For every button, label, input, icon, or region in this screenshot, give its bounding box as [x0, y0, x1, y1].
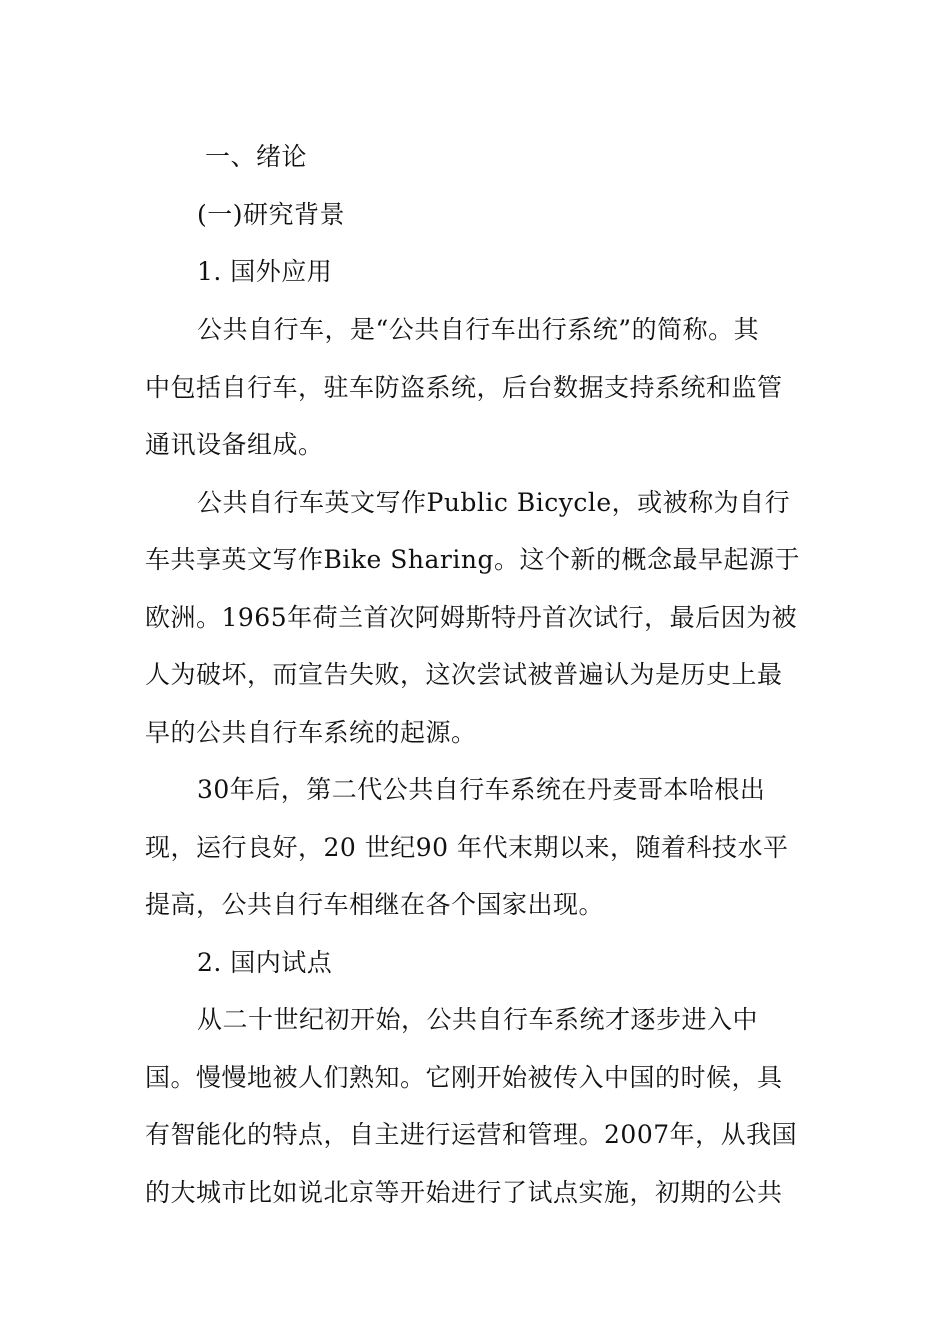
paragraph-line: 提高，公共自行车相继在各个国家出现。: [145, 890, 605, 919]
paragraph-line: 早的公共自行车系统的起源。: [145, 718, 477, 747]
chapter-heading: 一、绪论: [205, 142, 308, 171]
paragraph-line: 的大城市比如说北京等开始进行了试点实施，初期的公共: [145, 1178, 783, 1207]
paragraph-line: 国。慢慢地被人们熟知。它刚开始被传入中国的时候，具: [145, 1063, 783, 1092]
paragraph-line: 现，运行良好，20 世纪90 年代末期以来，随着科技水平: [145, 833, 789, 862]
paragraph-line: 30年后，第二代公共自行车系统在丹麦哥本哈根出: [197, 775, 766, 804]
paragraph-line: 通讯设备组成。: [145, 430, 324, 459]
subsection-title-2: 2. 国内试点: [197, 948, 333, 977]
paragraph-line: 人为破坏，而宣告失败，这次尝试被普遍认为是历史上最: [145, 660, 783, 689]
paragraph-line: 从二十世纪初开始，公共自行车系统才逐步进入中: [197, 1005, 759, 1034]
section-title: (一)研究背景: [197, 200, 346, 229]
paragraph-line: 有智能化的特点，自主进行运营和管理。2007年，从我国: [145, 1120, 798, 1149]
paragraph-line: 中包括自行车，驻车防盗系统，后台数据支持系统和监管: [145, 373, 783, 402]
subsection-title-1: 1. 国外应用: [197, 257, 333, 286]
paragraph-line: 车共享英文写作Bike Sharing。这个新的概念最早起源于: [145, 545, 800, 574]
paragraph-line: 公共自行车，是“公共自行车出行系统”的简称。其: [197, 315, 760, 344]
paragraph-line: 欧洲。1965年荷兰首次阿姆斯特丹首次试行，最后因为被: [145, 603, 798, 632]
paragraph-line: 公共自行车英文写作Public Bicycle，或被称为自行: [197, 488, 791, 517]
